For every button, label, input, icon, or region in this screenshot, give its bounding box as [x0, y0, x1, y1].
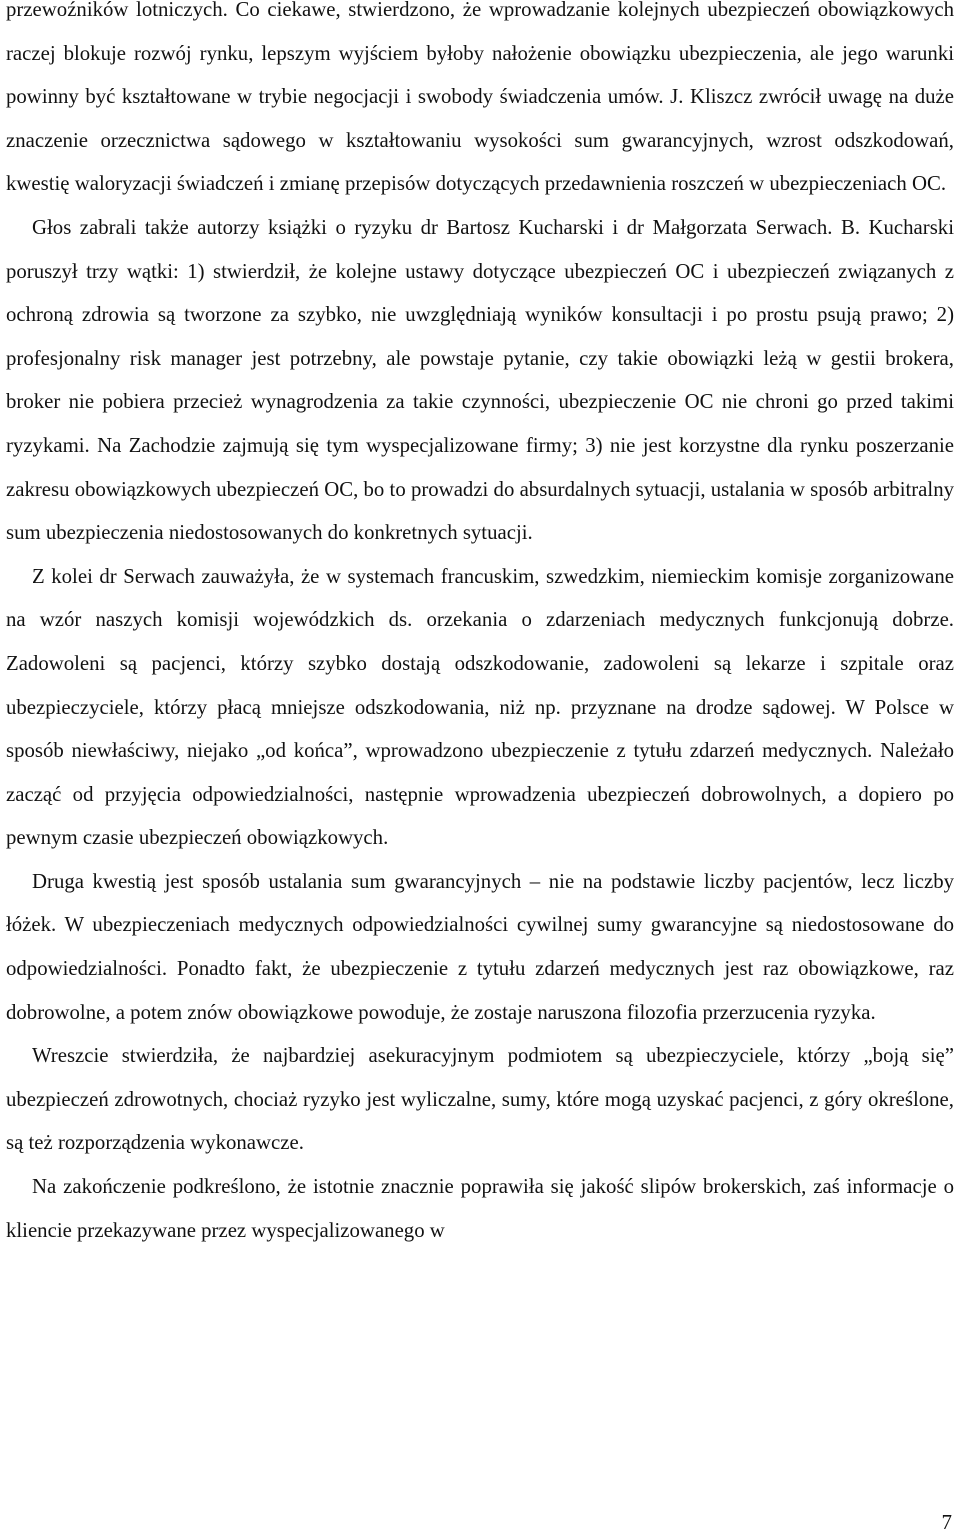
page-number: 7 [941, 1510, 952, 1534]
paragraph: Z kolei dr Serwach zauważyła, że w systemach francuskim, szwedzkim, niemieckim komisje zorganizowane na wzór naszych komisji wojewódzkich ds. orzekania o zdarzeniach medycznych funkcjonują dobrze. Zadowoleni są pacjenci, którzy szybko dostają odszkodowanie, zadowoleni są lekarze i szpitale oraz ubezpieczyciele, którzy płacą mniejsze odszkodowania, niż np. przyznane na drodze sądowej. W Polsce w sposób niewłaściwy, niejako „od końca”, wprowadzono ubezpieczenie z tytułu zdarzeń medycznych. Należało zacząć od przyjęcia odpowiedzialności, następnie wprowadzenia ubezpieczeń dobrowolnych, a dopiero po pewnym czasie ubezpieczeń obowiązkowych. [6, 564, 954, 850]
paragraph: przewoźników lotniczych. Co ciekawe, stwierdzono, że wprowadzanie kolejnych ubezpieczeń obowiązkowych raczej blokuje rozwój rynku, lepszym wyjściem byłoby nałożenie obowiązku ubezpieczenia, ale jego warunki powinny być kształtowane w trybie negocjacji i swobody świadczenia umów. J. Kliszcz zwrócił uwagę na duże znaczenie orzecznictwa sądowego w kształtowaniu wysokości sum gwarancyjnych, wzrost odszkodowań, kwestię waloryzacji świadczeń i zmianę przepisów dotyczących przedawnienia roszczeń w ubezpieczeniach OC. [6, 0, 954, 196]
paragraph: Wreszcie stwierdziła, że najbardziej asekuracyjnym podmiotem są ubezpieczyciele, którzy „boją się” ubezpieczeń zdrowotnych, chociaż ryzyko jest wyliczalne, sumy, które mogą uzyskać pacjenci, z góry określone, są też rozporządzenia wykonawcze. [6, 1044, 954, 1155]
paragraph: Głos zabrali także autorzy książki o ryzyku dr Bartosz Kucharski i dr Małgorzata Serwach. B. Kucharski poruszył trzy wątki: 1) stwierdził, że kolejne ustawy dotyczące ubezpieczeń OC i ubezpieczeń związanych z ochroną zdrowia są tworzone za szybko, nie uwzględniają wyników konsultacji i po prostu psują prawo; 2) profesjonalny risk manager jest potrzebny, ale powstaje pytanie, czy takie obowiązki leżą w gestii brokera, broker nie pobiera przecież wynagrodzenia za takie czynności, ubezpieczenie OC nie chroni go przed takimi ryzykami. Na Zachodzie zajmują się tym wyspecjalizowane firmy; 3) nie jest korzystne dla rynku poszerzanie zakresu obowiązkowych ubezpieczeń OC, bo to prowadzi do absurdalnych sytuacji, ustalania w sposób arbitralny sum ubezpieczenia niedostosowanych do konkretnych sytuacji. [6, 215, 954, 545]
paragraph: Druga kwestią jest sposób ustalania sum gwarancyjnych – nie na podstawie liczby pacjentów, lecz liczby łóżek. W ubezpieczeniach medycznych odpowiedzialności cywilnej sumy gwarancyjne są niedostosowane do odpowiedzialności. Ponadto fakt, że ubezpieczenie z tytułu zdarzeń medycznych jest raz obowiązkowe, raz dobrowolne, a potem znów obowiązkowe powoduje, że zostaje naruszona filozofia przerzucenia ryzyka. [6, 869, 954, 1024]
paragraph: Na zakończenie podkreślono, że istotnie znacznie poprawiła się jakość slipów brokerskich, zaś informacje o kliencie przekazywane przez wyspecjalizowanego w [6, 1175, 954, 1242]
document-page [6, 0, 954, 1252]
